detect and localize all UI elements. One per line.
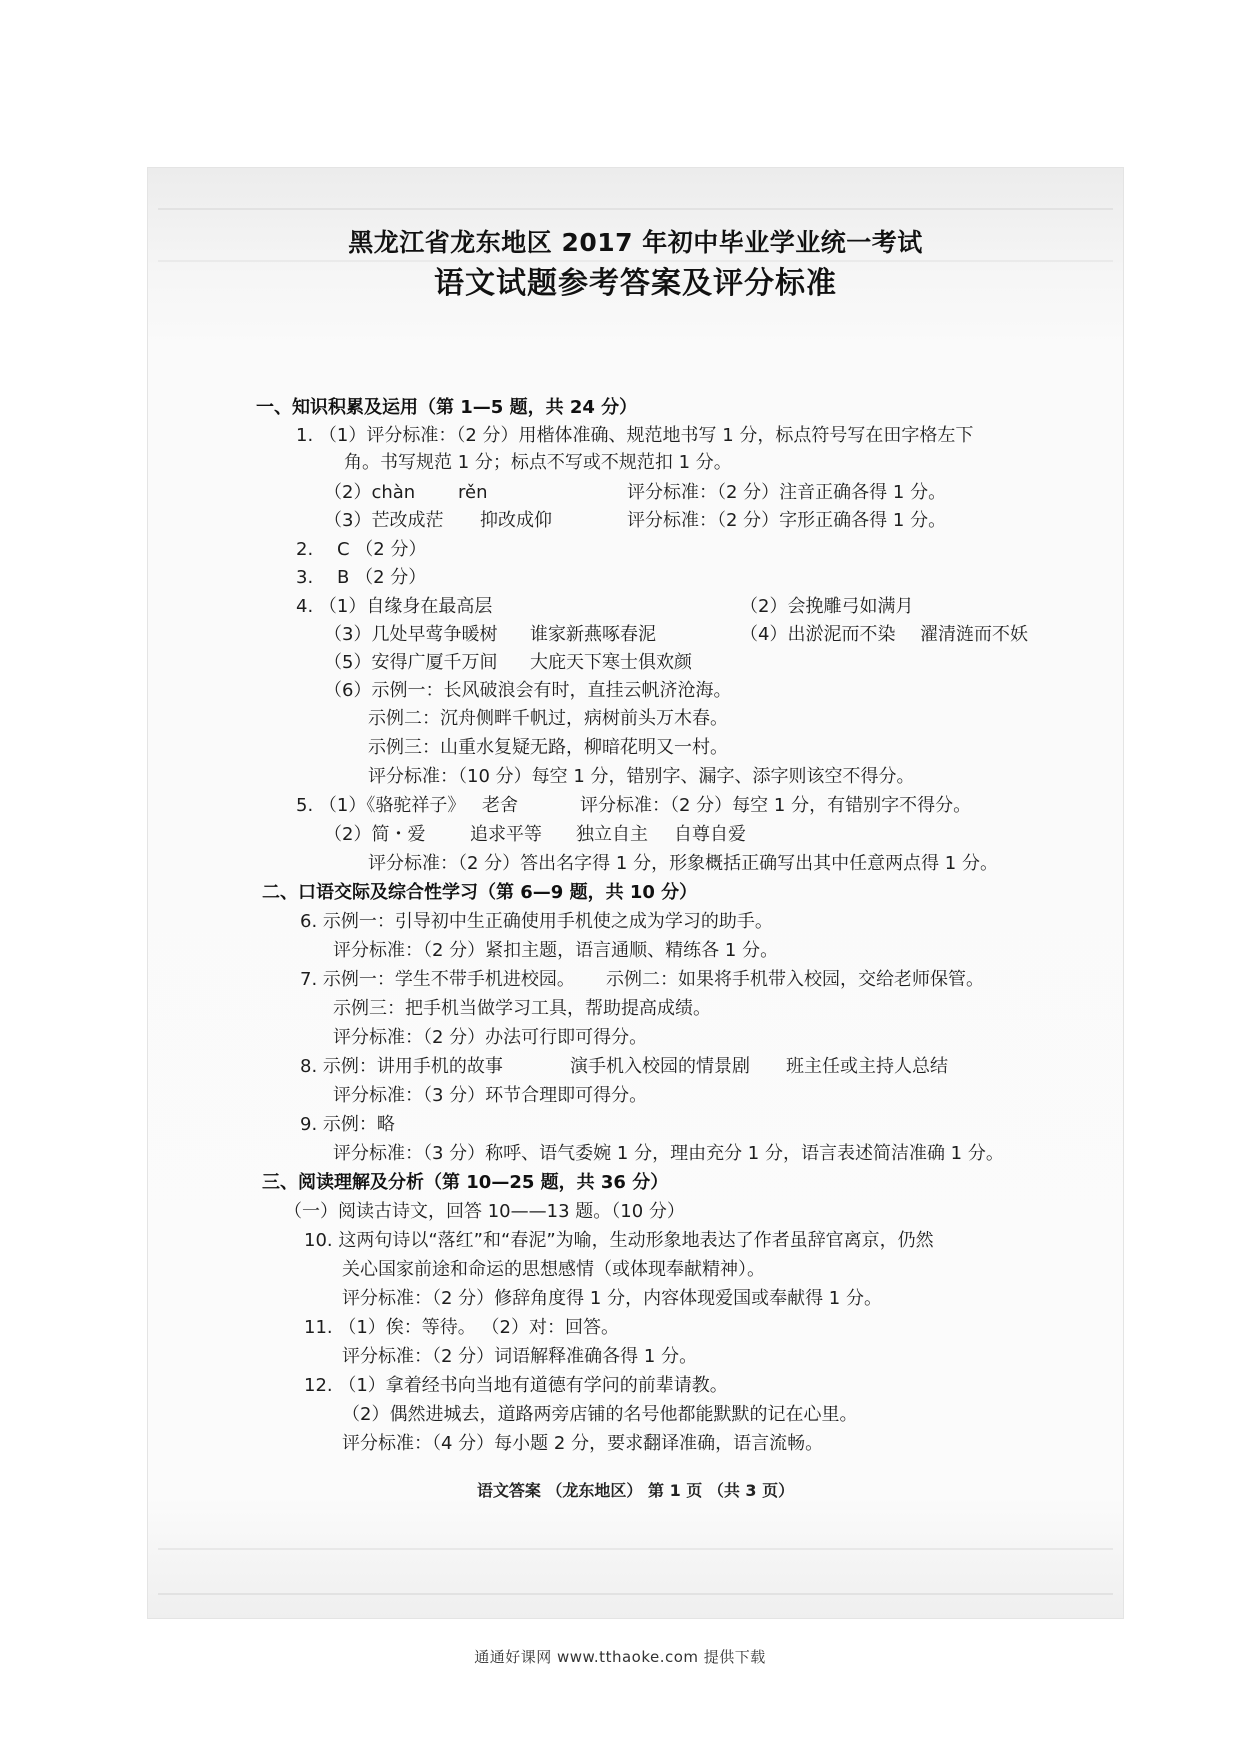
- answer-line: （3）几处早莺争暖树: [324, 624, 498, 645]
- answer-line: 3.: [296, 567, 314, 588]
- answer-line: rěn: [458, 482, 488, 503]
- answer-line: 2.: [296, 539, 314, 560]
- answer-line: 老舍: [482, 795, 518, 816]
- answer-line: 谁家新燕啄春泥: [530, 624, 656, 645]
- answer-line: 10. 这两句诗以“落红”和“春泥”为喻，生动形象地表达了作者虽辞官离京，仍然: [304, 1230, 934, 1251]
- page-footer: 语文答案 （龙东地区） 第 1 页 （共 3 页）: [476, 1481, 795, 1500]
- scan-artifact: [158, 1593, 1113, 1595]
- answer-line: 自尊自爱: [674, 824, 746, 845]
- answer-line: 评分标准：（2 分）办法可行即可得分。: [333, 1027, 648, 1048]
- answer-line: C （2 分）: [337, 539, 427, 560]
- exam-title: 黑龙江省龙东地区 2017 年初中毕业学业统一考试: [348, 228, 923, 257]
- answer-line: 濯清涟而不妖: [920, 624, 1028, 645]
- section-heading: 一、知识积累及运用（第 1—5 题，共 24 分）: [256, 397, 638, 418]
- answer-line: B （2 分）: [337, 567, 427, 588]
- answer-key-title: 语文试题参考答案及评分标准: [434, 266, 837, 301]
- answer-line: 示例二：如果将手机带入校园，交给老师保管。: [606, 969, 984, 990]
- answer-line: 演手机入校园的情景剧: [570, 1056, 750, 1077]
- answer-line: 评分标准：（2 分）每空 1 分，有错别字不得分。: [580, 795, 972, 816]
- answer-line: 追求平等: [470, 824, 542, 845]
- answer-line: 大庇天下寒士俱欢颜: [530, 652, 692, 673]
- answer-line: （一）阅读古诗文，回答 10——13 题。（10 分）: [284, 1201, 685, 1222]
- answer-line: （4）出淤泥而不染: [740, 624, 896, 645]
- answer-line: （6）示例一：长风破浪会有时，直挂云帆济沧海。: [324, 680, 732, 701]
- answer-line: （2）偶然进城去，道路两旁店铺的名号他都能默默的记在心里。: [342, 1404, 858, 1425]
- download-credit: 通通好课网 www.tthaoke.com 提供下载: [474, 1648, 766, 1666]
- section-heading: 三、阅读理解及分析（第 10—25 题，共 36 分）: [262, 1172, 669, 1193]
- answer-line: 评分标准：（2 分）修辞角度得 1 分，内容体现爱国或奉献得 1 分。: [342, 1288, 882, 1309]
- answer-line: 评分标准：（10 分）每空 1 分，错别字、漏字、添字则该空不得分。: [368, 766, 915, 787]
- scan-artifact: [158, 1548, 1113, 1550]
- answer-line: 评分标准：（2 分）注音正确各得 1 分。: [627, 482, 947, 503]
- answer-line: 评分标准：（2 分）字形正确各得 1 分。: [627, 510, 947, 531]
- answer-line: 评分标准：（3 分）环节合理即可得分。: [333, 1085, 648, 1106]
- answer-line: 示例二：沉舟侧畔千帆过，病树前头万木春。: [368, 708, 728, 729]
- answer-line: 评分标准：（2 分）紧扣主题，语言通顺、精练各 1 分。: [333, 940, 779, 961]
- answer-line: （2）chàn: [324, 482, 416, 503]
- answer-line: （2）会挽雕弓如满月: [740, 596, 914, 617]
- answer-line: 评分标准：（2 分）词语解释准确各得 1 分。: [342, 1346, 698, 1367]
- answer-line: 独立自主: [576, 824, 648, 845]
- answer-line: 8. 示例：讲用手机的故事: [300, 1056, 503, 1077]
- answer-line: 班主任或主持人总结: [786, 1056, 948, 1077]
- answer-line: 11. （1）俟：等待。 （2）对：回答。: [304, 1317, 619, 1338]
- answer-line: 12. （1）拿着经书向当地有道德有学问的前辈请教。: [304, 1375, 728, 1396]
- answer-line: （2）简・爱: [324, 824, 426, 845]
- answer-line: 评分标准：（3 分）称呼、语气委婉 1 分，理由充分 1 分，语言表述简洁准确 1 分。: [333, 1143, 1004, 1164]
- scan-artifact: [158, 208, 1113, 210]
- answer-line: （5）安得广厦千万间: [324, 652, 498, 673]
- answer-line: 5. （1）《骆驼祥子》: [296, 795, 466, 816]
- answer-line: 1. （1）评分标准：（2 分）用楷体准确、规范地书写 1 分，标点符号写在田字格左下: [296, 425, 974, 446]
- answer-line: 关心国家前途和命运的思想感情（或体现奉献精神）。: [342, 1259, 765, 1280]
- answer-line: （3）芒改成茫: [324, 510, 444, 531]
- answer-line: 7. 示例一：学生不带手机进校园。: [300, 969, 575, 990]
- section-heading: 二、口语交际及综合性学习（第 6—9 题，共 10 分）: [262, 882, 698, 903]
- answer-line: 评分标准：（4 分）每小题 2 分，要求翻译准确，语言流畅。: [342, 1433, 824, 1454]
- answer-line: 示例三：把手机当做学习工具，帮助提高成绩。: [333, 998, 711, 1019]
- answer-line: 4. （1）自缘身在最高层: [296, 596, 493, 617]
- answer-line: 角。书写规范 1 分；标点不写或不规范扣 1 分。: [344, 452, 732, 473]
- answer-line: 示例三：山重水复疑无路，柳暗花明又一村。: [368, 737, 728, 758]
- answer-line: 评分标准：（2 分）答出名字得 1 分，形象概括正确写出其中任意两点得 1 分。: [368, 853, 998, 874]
- answer-line: 抑改成仰: [480, 510, 552, 531]
- answer-line: 6. 示例一：引导初中生正确使用手机使之成为学习的助手。: [300, 911, 773, 932]
- answer-line: 9. 示例：略: [300, 1114, 395, 1135]
